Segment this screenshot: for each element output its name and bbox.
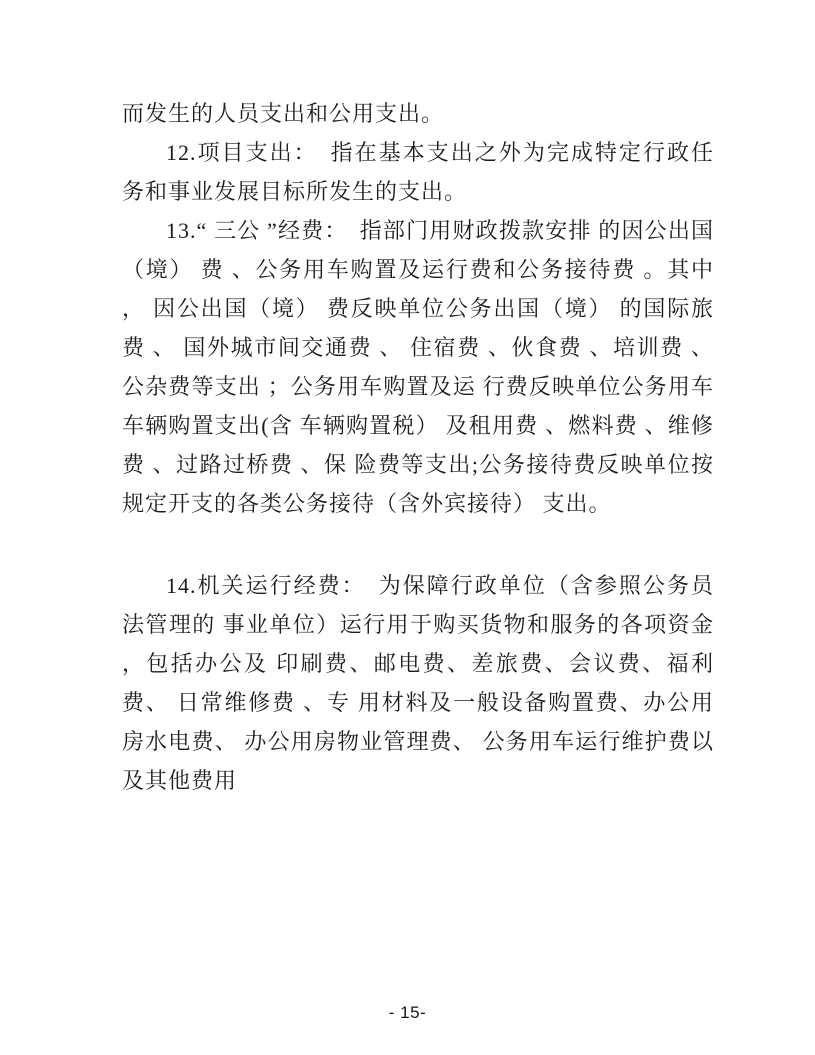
paragraph-continuation: 而发生的人员支出和公用支出。 <box>122 101 445 126</box>
document-body <box>122 94 714 800</box>
page-number: - 15- <box>388 1003 427 1022</box>
paragraph-item-14-agency-operating-funds: 14.机关运行经费： 为保障行政单位（含参照公务员法管理的 事业单位）运行用于购买货物和服务的各项资金 ，包括办公及 印刷费、邮电费、差旅费、会议费、福利费、 日常维修费 、专 用材料及一般设备购置费、办公用房水电费、 办公用房物业管理费、 公务用车运行维护费以及其他费用 <box>122 573 714 793</box>
paragraph-item-13-three-public-expenses: 13.“ 三公 ”经费： 指部门用财政拨款安排 的因公出国（境） 费 、公务用车购置及运行费和公务接待费 。其中 ， 因公出国（境） 费反映单位公务出国（境） 的国际旅费 、 国外城市间交通费 、 住宿费 、伙食费 、培训费 、公杂费等支出 ；公务用车购置及运 行费反映单位公务用车车辆购置支出(含 车辆购置税） 及租用费 、燃料费 、维修费 、过路过桥费 、保 险费等支出;公务接待费反映单位按规定开支的各类公务接待（含外宾接待） 支出。 <box>122 218 714 516</box>
paragraph-item-12-project-expenditure: 12.项目支出： 指在基本支出之外为完成特定行政任务和事业发展目标所发生的支出。 <box>122 140 714 204</box>
